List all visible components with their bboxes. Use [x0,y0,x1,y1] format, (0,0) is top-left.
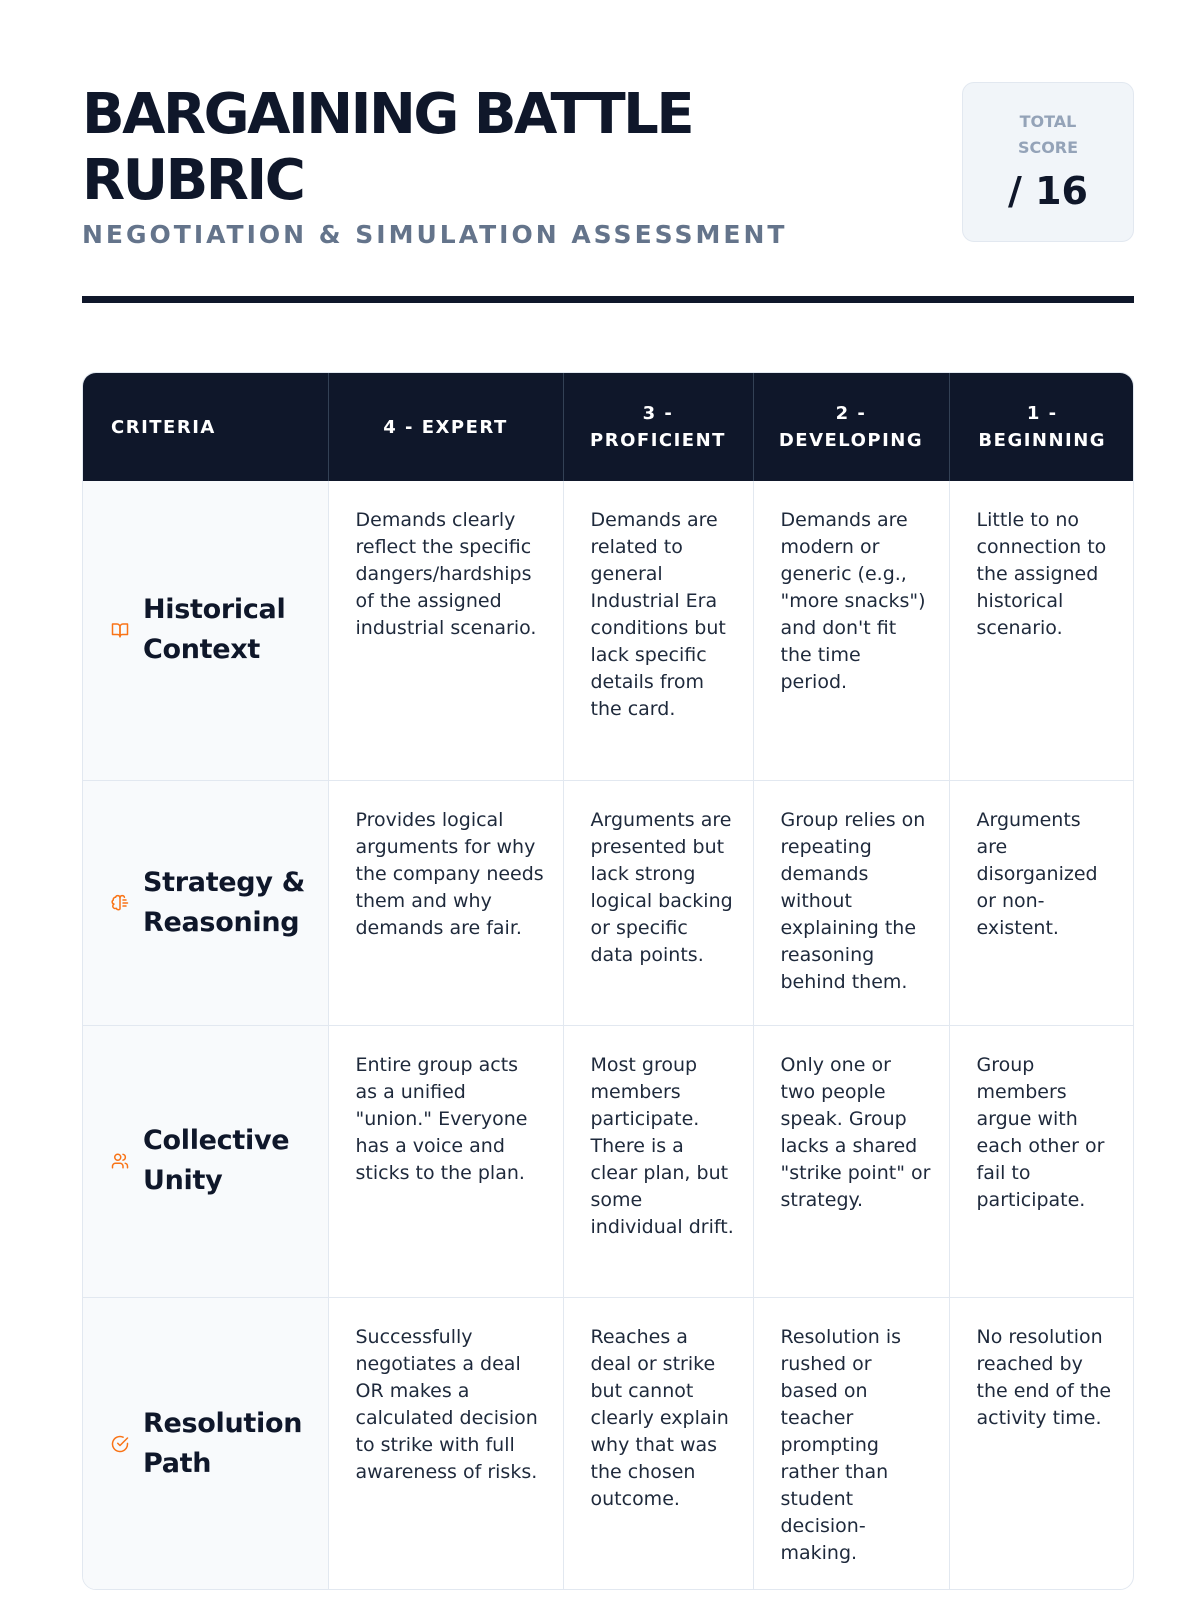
rubric-cell-beginning: Little to no connection to the assigned historical scenario. [949,481,1134,780]
rubric-cell-proficient: Arguments are presented but lack strong logical backing or specific data points. [563,780,753,1025]
header-proficient: 3 - PROFICIENT [563,373,753,481]
criterion-name: Resolution Path [143,1408,303,1480]
criterion-cell [83,1025,328,1297]
rubric-cell-proficient: Reaches a deal or strike but cannot clearly explain why that was the chosen outcome. [563,1297,753,1590]
header-criteria: CRITERIA [83,373,328,481]
criterion-cell [83,1297,328,1590]
rubric-cell-beginning: Group members argue with each other or fail to participate. [949,1025,1134,1297]
total-score-box [962,82,1134,242]
book-open-icon [111,621,129,639]
total-score-label: TOTAL SCORE [1017,112,1079,157]
rubric-row-historical-context [83,481,1134,780]
criterion-name: Historical Context [143,594,286,666]
header-beginning: 1 - BEGINNING [949,373,1134,481]
criterion-cell [83,481,328,780]
rubric-cell-expert: Demands clearly reflect the specific dangers/hardships of the assigned industrial scenario. [328,481,563,780]
rubric-cell-proficient: Most group members participate. There is a clear plan, but some individual drift. [563,1025,753,1297]
rubric-cell-developing: Demands are modern or generic (e.g., "more snacks") and don't fit the time period. [753,481,949,780]
rubric-cell-beginning: No resolution reached by the end of the activity time. [976,1325,1112,1429]
rubric-row-strategy-reasoning [83,780,1134,1025]
rubric-row-resolution-path [83,1297,1134,1590]
users-icon [111,1152,129,1170]
rubric-cell-expert: Successfully negotiates a deal OR makes a calculated decision to strike with full awareness of risks. [328,1297,563,1590]
criterion-cell [83,780,328,1025]
page-subtitle: NEGOTIATION & SIMULATION ASSESSMENT [82,220,788,249]
rubric-cell-expert: Entire group acts as a unified "union." Everyone has a voice and sticks to the plan. [328,1025,563,1297]
rubric-table [83,373,1134,1590]
brain-icon [111,894,129,912]
rubric-cell-beginning: Arguments are disorganized or non-existent. [949,780,1134,1025]
header-developing: 2 - DEVELOPING [753,373,949,481]
rubric-row-collective-unity [83,1025,1134,1297]
rubric-cell-developing: Only one or two people speak. Group lacks a shared "strike point" or strategy. [753,1025,949,1297]
rubric-cell-proficient: Demands are related to general Industrial Era conditions but lack specific details from the card. [563,481,753,780]
criterion-name: Collective Unity [143,1125,290,1196]
page-header [82,82,1134,249]
criterion-name: Strategy & Reasoning [143,866,305,938]
rubric-cell-expert: Provides logical arguments for why the company needs them and why demands are fair. [328,780,563,1025]
check-circle-icon [111,1435,129,1453]
rubric-table-container [82,372,1134,1590]
header-expert: 4 - EXPERT [328,373,563,481]
rubric-cell-developing: Resolution is rushed or based on teacher prompting rather than student decision-making. [753,1297,949,1590]
page-title: BARGAINING BATTLE RUBRIC [82,82,693,213]
rubric-cell-developing: Group relies on repeating demands without explaining the reasoning behind them. [753,780,949,1025]
header-divider [82,296,1134,303]
total-score-value: / 16 [1008,169,1088,213]
rubric-header-row [83,373,1134,481]
